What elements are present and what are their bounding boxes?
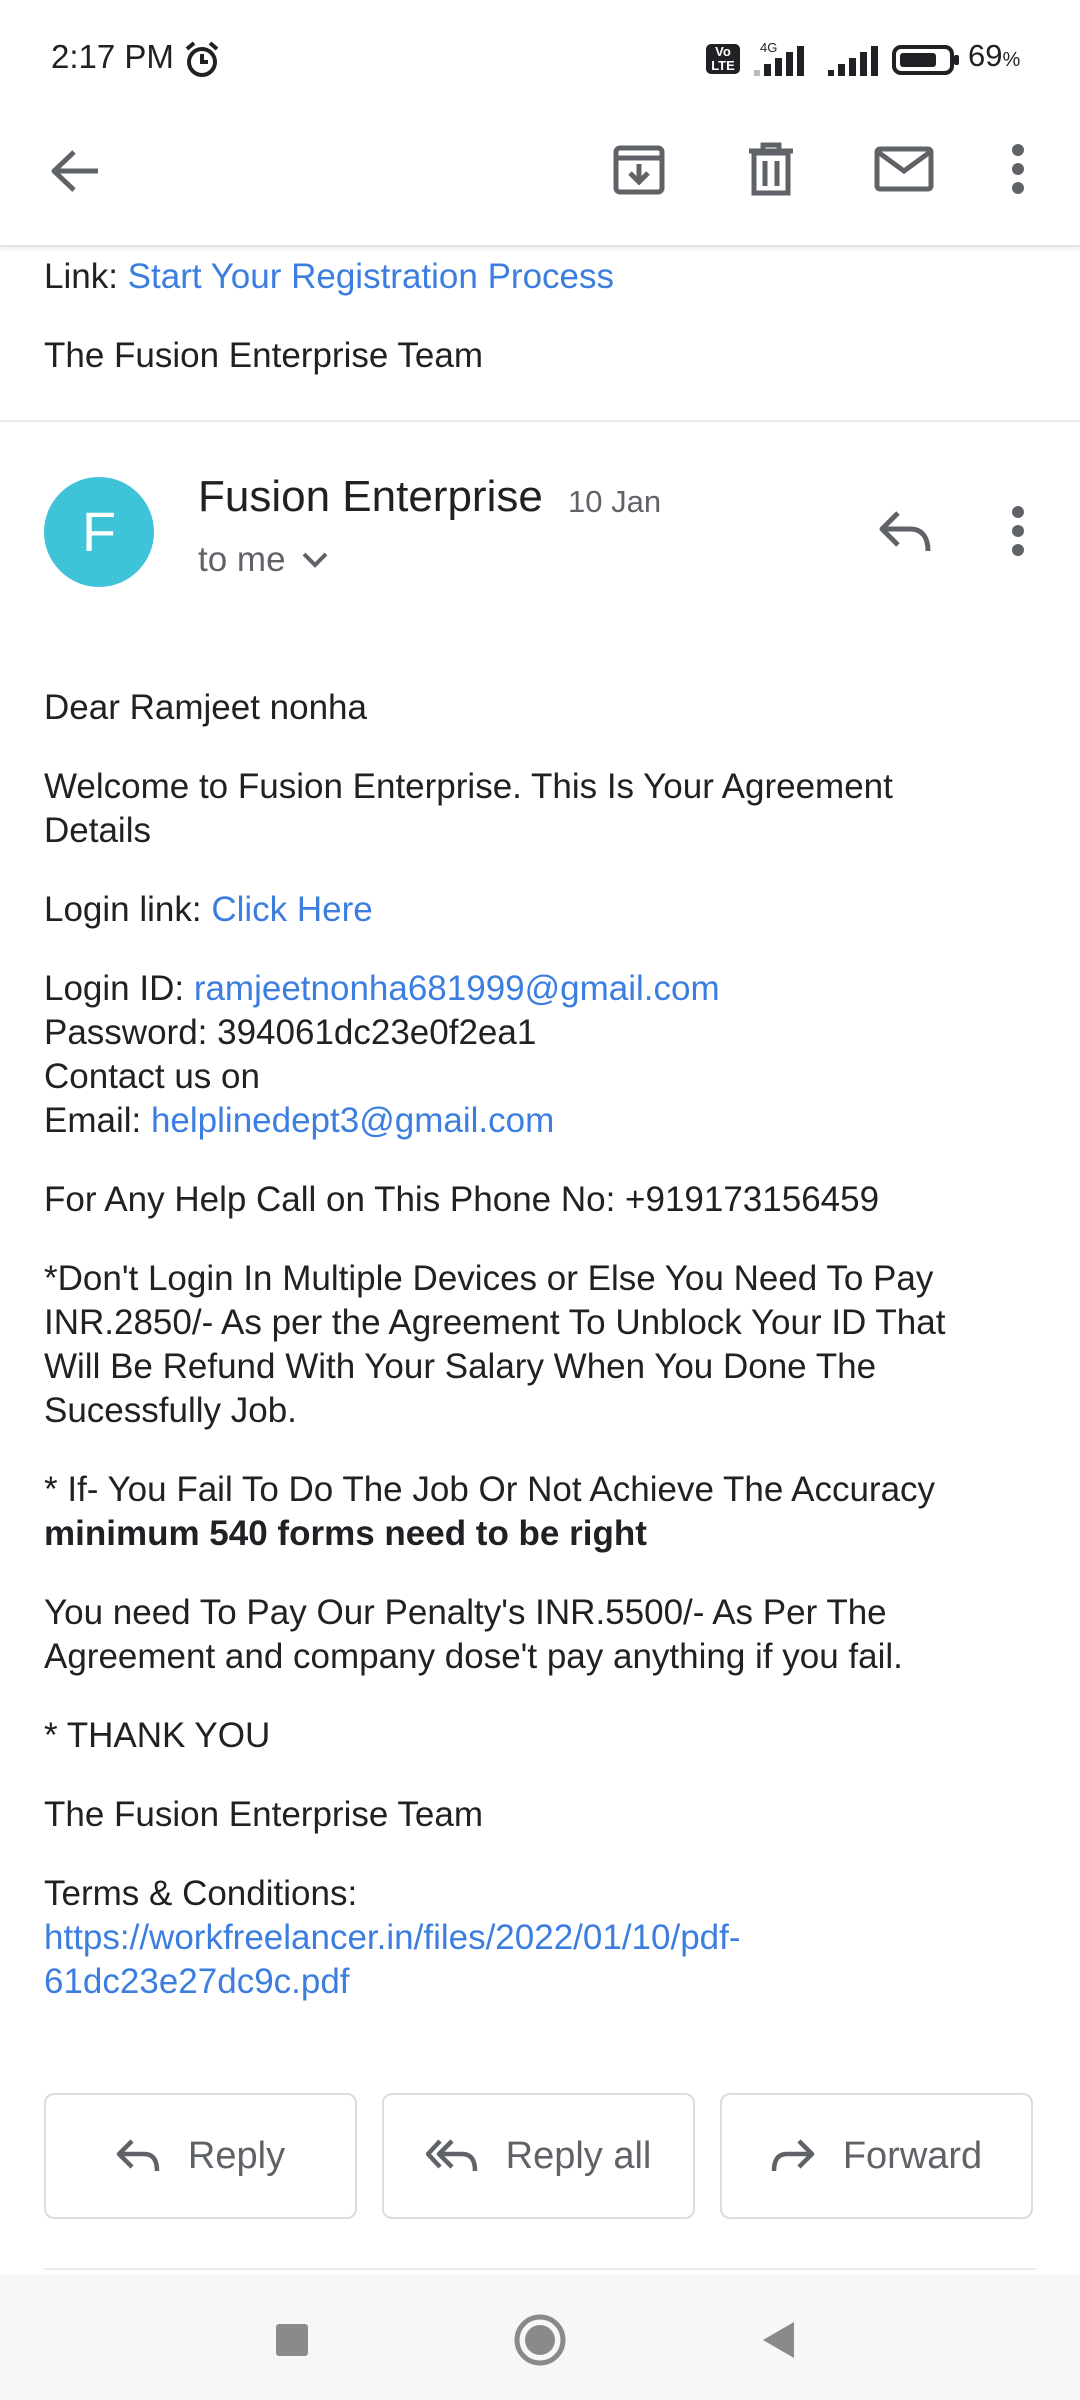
terms-link-line-2[interactable]: 61dc23e27dc9c.pdf <box>44 1962 350 2001</box>
forward-button[interactable] <box>720 2093 1033 2219</box>
network-type: 4G <box>760 40 778 55</box>
help-phone-line: For Any Help Call on This Phone No: +919173156459 <box>44 1180 880 1219</box>
more-vert-icon <box>1011 505 1025 557</box>
square-icon <box>274 2322 310 2358</box>
triangle-back-icon <box>760 2320 796 2360</box>
reply-all-icon <box>426 2138 478 2174</box>
recipient-details-toggle[interactable] <box>198 540 328 580</box>
terms-label: Terms & Conditions: <box>44 1874 358 1913</box>
signature: The Fusion Enterprise Team <box>44 1795 484 1834</box>
email-label: Email: <box>44 1101 151 1140</box>
reply-icon <box>878 509 932 553</box>
forward-button-label: Forward <box>842 2134 983 2177</box>
signal-icon-2 <box>826 44 882 76</box>
helpline-email-link[interactable]: helplinedept3@gmail.com <box>150 1101 555 1140</box>
fail-line-1: * If- You Fail To Do The Job Or Not Achieve The Accuracy <box>44 1470 936 1509</box>
battery-percent: 69% <box>968 38 1021 73</box>
reply-icon <box>116 2138 160 2174</box>
battery-icon <box>892 44 962 76</box>
terms-link-line-1[interactable]: https://workfreelancer.in/files/2022/01/10/pdf- <box>44 1918 741 1957</box>
recents-button[interactable] <box>252 2300 332 2380</box>
thank-you: * THANK YOU <box>44 1716 271 1755</box>
penalty-line-1: You need To Pay Our Penalty's INR.5500/- As Per The <box>44 1593 887 1632</box>
previous-link-line <box>44 255 614 299</box>
status-time: 2:17 PM <box>51 38 174 75</box>
reply-icon-button[interactable] <box>872 496 938 566</box>
reply-all-button-label: Reply all <box>505 2134 652 2177</box>
login-id-email-link[interactable]: ramjeetnonha681999@gmail.com <box>193 969 720 1008</box>
welcome-line-1: Welcome to Fusion Enterprise. This Is Your Agreement <box>44 767 893 806</box>
fail-line-2: minimum 540 forms need to be right <box>44 1514 647 1553</box>
volte-icon: Vo LTE <box>706 44 740 74</box>
message-more-button[interactable] <box>998 496 1038 566</box>
delete-button[interactable] <box>736 134 806 204</box>
archive-icon <box>612 142 666 196</box>
chevron-down-icon <box>302 552 328 568</box>
message-divider <box>0 420 1080 422</box>
contact-line: Contact us on <box>44 1057 260 1096</box>
archive-button[interactable] <box>604 134 674 204</box>
back-button[interactable] <box>40 136 110 206</box>
mark-unread-button[interactable] <box>866 134 942 204</box>
more-vert-icon <box>1011 143 1025 195</box>
email-line <box>44 1099 554 1143</box>
previous-link-label: Link: <box>44 257 128 296</box>
sender-avatar[interactable]: F <box>44 477 154 587</box>
greeting: Dear Ramjeet nonha <box>44 688 367 727</box>
warning-line-2: INR.2850/- As per the Agreement To Unblock Your ID That <box>44 1303 946 1342</box>
penalty-line-2: Agreement and company dose't pay anything if you fail. <box>44 1637 903 1676</box>
sender-name: Fusion Enterprise <box>198 472 543 521</box>
mail-icon <box>874 146 934 192</box>
login-link-label: Login link: <box>44 890 212 929</box>
reply-all-button[interactable] <box>382 2093 695 2219</box>
forward-icon <box>771 2138 815 2174</box>
reply-button[interactable] <box>44 2093 357 2219</box>
login-link-line <box>44 888 373 932</box>
system-back-button[interactable] <box>738 2300 818 2380</box>
recipient-label: to me <box>198 540 286 579</box>
message-date: 10 Jan <box>568 484 662 519</box>
trash-icon <box>747 142 795 196</box>
home-button[interactable] <box>496 2296 584 2384</box>
reply-button-label: Reply <box>187 2134 286 2177</box>
password-line: Password: 394061dc23e0f2ea1 <box>44 1013 537 1052</box>
warning-line-3: Will Be Refund With Your Salary When You Done The <box>44 1347 877 1386</box>
registration-link[interactable]: Start Your Registration Process <box>127 257 615 296</box>
warning-line-4: Sucessfully Job. <box>44 1391 297 1430</box>
login-id-label: Login ID: <box>44 969 194 1008</box>
previous-signature: The Fusion Enterprise Team <box>44 336 484 375</box>
footer-divider <box>44 2268 1036 2270</box>
more-options-button[interactable] <box>998 134 1038 204</box>
circle-icon <box>513 2313 567 2367</box>
alarm-icon <box>182 40 222 80</box>
arrow-left-icon <box>50 149 100 193</box>
login-id-line <box>44 967 720 1011</box>
welcome-line-2: Details <box>44 811 151 850</box>
login-link[interactable]: Click Here <box>211 890 373 929</box>
warning-line-1: *Don't Login In Multiple Devices or Else You Need To Pay <box>44 1259 934 1298</box>
signal-icon-1 <box>752 44 814 76</box>
